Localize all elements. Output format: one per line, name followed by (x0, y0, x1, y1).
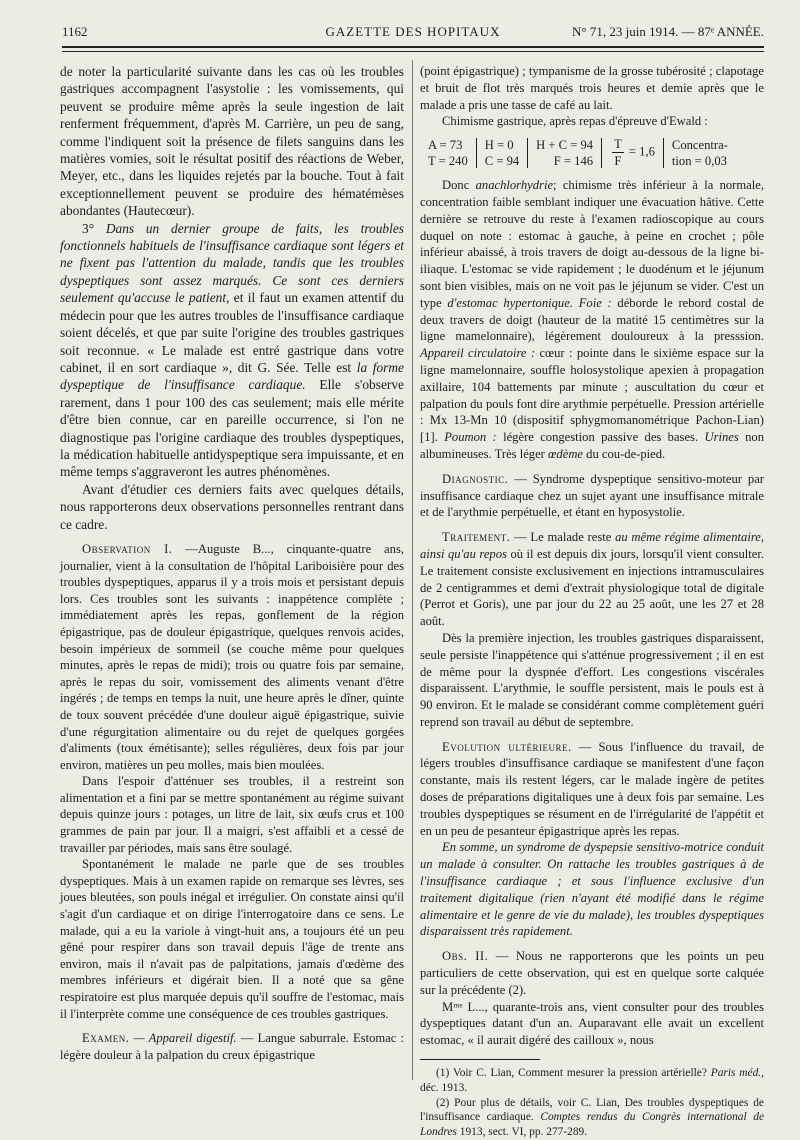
text: légère congestion passive des bases. (503, 430, 699, 445)
text: — Sous l'influence du travail, de légers troubles d'insuffisance cardiaque se manifestent d'une façon constante, mais ils restent légers, car le malade ingère de petites doses de préparations digitaliques une à deux fois par semaine. Les troubles dyspeptiques se résument en de l'irrégularité de l'appétit et en un peu de pesanteur épigastrique après les repas. (420, 739, 764, 838)
column-divider (412, 60, 413, 1080)
chemistry-formula (420, 136, 764, 169)
journal-title: GAZETTE DES HOPITAUX (325, 24, 501, 39)
paragraph: de noter la particularité suivante dans les cas où les troubles gastriques accompagnent l'asystolie : les vomissements, qui peuvent se produire même après la seule ingestion de lait renferment fréquemment, d'après M. Carrière, un peu de sang, comme l'indiquent soit la présence de filets sanguins dans les matières vomies, soit le résultat positif des réactions de Weber, Meyer, etc., dans les liquides rejetés par la bouche. Tout à fait exceptionnellement peuvent se produire des hématémèses abondantes (Hautecœur). (60, 64, 404, 219)
italic-text: — Appareil digestif. (133, 1031, 237, 1046)
text: 1913, sect. VI, pp. 277-289. (459, 1126, 588, 1139)
fraction-denominator: F (614, 154, 622, 169)
exam-paragraph (60, 1030, 404, 1063)
paragraph: Avant d'étudier ces derniers faits avec quelques détails, nous rapporterons deux observations personnelles rentrant dans ce cadre. (60, 481, 404, 532)
formula-value: F = 146 (553, 153, 594, 168)
italic-text: Foie : (578, 295, 612, 310)
formula-block (664, 137, 736, 169)
footnote (420, 1066, 764, 1096)
formula-value: A = 73 (428, 137, 463, 152)
text: Donc (442, 178, 470, 193)
section-heading: Examen. (82, 1031, 130, 1046)
section-heading: Evolution ultérieure. (442, 739, 572, 754)
observation-paragraph (420, 948, 764, 998)
formula-value: H + C = 94 (536, 137, 594, 152)
footnote (420, 1096, 764, 1140)
paragraph: Chimisme gastrique, après repas d'épreuve d'Ewald : (442, 114, 708, 129)
header-rule-thin (62, 51, 764, 52)
text: cœur : pointe dans le sixième espace sur la ligne mamelonnaire, souffle holosystolique apexien à propagation axillaire, 104 battements par minute ; auscultation du cœur et palpation du pouls font dire arythmie perpétuelle. Pression artérielle : Mx 13-Mn 10 (dispositif sphygmomanométrique Pachon-Lian) [1]. (420, 346, 764, 445)
italic-text: Poumon : (444, 430, 497, 445)
observation-paragraph (60, 541, 404, 773)
paragraph (60, 220, 404, 481)
fraction (612, 136, 624, 169)
italic-text: au même régime alimentaire, ainsi qu'au repos (420, 530, 764, 561)
text: où il est depuis dix jours, lorsqu'il vient consulter. Le traitement consiste exclusivement en injections intramusculaires de 2 centigrammes et demi d'extrait physiologique total de digitale (Perrot et Goris), une par jour du 22 au 25 août, une les 27 et 28 août. (420, 546, 764, 629)
formula-block (420, 137, 476, 169)
list-number: 3° (82, 220, 95, 236)
italic-text: Paris méd., (710, 1067, 764, 1080)
section-heading: Observation I. (82, 541, 173, 556)
evolution-paragraph (420, 739, 764, 840)
formula-value: tion = 0,03 (671, 153, 727, 168)
text: ; chimisme très inférieur à la normale, concentration faible semblant indiquer une évacuation hâtive. Cette dernière se retrouve du reste à l'examen radioscopique au cours duquel on note : estomac à gauche, à peine en crochet ; pôle inférieur abaissé, à trois travers de doigt au-dessous de la ligne bi-iliaque. L'estomac se vide rapidement ; le duodénum et le jéjunum sont bien visibles, mais on ne voit pas le jéjunum se vider. C'est un type (420, 178, 765, 310)
fraction-numerator: T (614, 137, 622, 152)
text: — Langue saburrale. Estomac : légère douleur à la palpation du creux épigastrique (60, 1031, 404, 1062)
diagnosis-paragraph (420, 471, 764, 521)
italic-text: anachlorhydrie (475, 178, 554, 193)
footnote-rule (420, 1059, 540, 1060)
text: et il faut un examen attentif du médecin pour que les autres troubles de l'insuffisance cardiaque soient décelés, et que par suite l'origine des troubles gastriques soit reconnue. « Le malade est entré gastrique dans votre cabinet, il en sort cardiaque », dit G. Sée. Telle est (60, 290, 404, 375)
running-header (62, 24, 764, 48)
paragraph: Mᵐᵉ L..., quarante-trois ans, vient consulter pour des troubles dyspeptiques datant d'un an. Auparavant elle avait un excellent estomac, « il aurait digéré des cailloux », nous (420, 999, 764, 1048)
formula-value: Concentra- (671, 137, 728, 152)
paragraph: Dès la première injection, les troubles gastriques disparaissent, seule persiste l'inappétence qui s'atténue progressivement ; il en est de même pour la dyspnée d'effort. Les congestions viscérales disparaissent. L'arythmie, le souffle persistent, mais le pouls est à 90 environ. Et le malade se considérant comme complètement guéri reprend son travail au début de septembre. (420, 630, 764, 729)
italic-text: Appareil circulatoire : (420, 346, 536, 361)
left-column (60, 63, 404, 1063)
formula-block (602, 136, 663, 169)
text: Elle s'observe rarement, dans 1 pour 100 des cas seulement; mais elle mérite d'être bien connue, car en pareille occurrence, si l'on ne diagnostique pas l'origine cardiaque des troubles dyspeptiques, la médication habituelle antidyspeptique sera impuissante, et en même temps s'aggraveront les autres phénomènes. (60, 377, 404, 480)
right-column (420, 63, 764, 1140)
treatment-paragraph (420, 529, 764, 630)
paragraph: Dans l'espoir d'atténuer ses troubles, il a restreint son alimentation et a fini par se mettre spontanément au régime suivant depuis quinze jours : potages, un litre de lait, six œufs crus et 100 grammes de pain par jour. Il a maigri, s'est affaibli et a cessé de travailler par périodes, mais sans être soulagé. (60, 774, 404, 855)
section-heading: Traitement. (442, 530, 511, 545)
italic-text: Urines (704, 430, 739, 445)
text: (2) Pour plus de détails, voir C. Lian, Des troubles dyspeptiques de l'insuffisance cardiaque. (420, 1096, 764, 1124)
text: non albumineuses. Très léger (420, 430, 765, 461)
summary-paragraph: En somme, un syndrome de dyspepsie sensitivo-motrice conduit un malade à consulter. On rattache les troubles gastriques à de l'insuffisance cardiaque ; et sous l'influence exclusive d'un traitement digitalique (rien n'ayant été modifié dans le régime alimentaire et le genre de vie du malade), les troubles dyspeptiques disparaissent très rapidement. (420, 840, 764, 939)
formula-block (528, 137, 601, 169)
text: déborde le rebord costal de deux travers de doigt (hauteur de la matité 15 centimètres sur la ligne mamelonnaire), légèrement douloureux à la presssion. (420, 295, 765, 344)
header-rule-thick (62, 46, 764, 48)
italic-text: d'estomac hypertonique. (447, 295, 573, 310)
page-number: 1162 (62, 24, 88, 39)
italic-text: œdème (548, 446, 584, 461)
formula-value: H = 0 (484, 137, 514, 152)
paragraph (420, 177, 764, 463)
text: du cou-de-pied. (586, 446, 666, 461)
section-heading: Diagnostic. (442, 471, 509, 486)
text: (1) Voir C. Lian, Comment mesurer la pression artérielle? (436, 1067, 707, 1080)
text: — Le malade reste (514, 530, 612, 545)
issue-date: N° 71, 23 juin 1914. — 87ᵉ ANNÉE. (572, 24, 764, 39)
italic-text: Dans un dernier groupe de faits, les troubles fonctionnels habituels de l'insuffisance cardiaque sont légers et ne fixent pas l'attention du malade, tandis que les troubles dyspeptiques sont assez marqués. Ce sont ces derniers seulement qu'accuse le patient, (60, 220, 404, 306)
formula-value: C = 94 (484, 153, 520, 168)
paragraph: (point épigastrique) ; tympanisme de la grosse tubérosité ; clapotage et bruit de flot très marqués trois heures et demie après que le malade a pris une tasse de café au lait. (420, 64, 764, 112)
formula-block (477, 137, 527, 169)
section-heading: Obs. II. (442, 949, 489, 964)
text: — Syndrome dyspeptique sensitivo-moteur par insuffisance cardiaque chez un sujet ayant une insuffisance mitrale et de l'arythmie perpétuelle, et étant en hyposystolie. (420, 471, 764, 520)
text: déc. 1913. (420, 1081, 468, 1094)
paragraph: Spontanément le malade ne parle que de ses troubles dyspeptiques. Mais à un examen rapide on remarque ses lèvres, ses joues bleutées, son pouls inégal et irrégulier. On constate ainsi qu'il s'agit d'un cardiaque et on dirige l'interrogatoire dans ce sens. Le malade, qui a eu la variole à vingt-huit ans, a toujours été un peu gêné pour respirer dans son travail depuis l'âge de trente ans environ, mais il n'avait pas de palpitations, jamais d'œdème des membres inférieurs et digérait bien. Il a noté que sa gêne respiratoire est plus marquée depuis qu'il souffre de l'estomac, mais il l'interprète comme une conséquence de ces troubles gastriques. (60, 857, 404, 1021)
formula-value: = 1,6 (628, 144, 655, 159)
italic-text: la forme dyspeptique de l'insuffisance cardiaque. (60, 359, 404, 393)
text: —Auguste B..., cinquante-quatre ans, journalier, vient à la consultation de l'hôpital Lariboisière pour des troubles dyspeptiques, apparus il y a trois mois et persistant depuis lors. Ces troubles sont les suivants : inappétence complète ; immédiatement après les repas, gonflement de la région épigastrique, pas de douleur épigastrique, quelques renvois acides, besoin impérieux de sommeil (se couche même pour quelques minutes, après le repas de midi); trois ou quatre fois par semaine, après le repas du soir, vomissement des aliments venant d'être ingérés ; de temps en temps la nuit, une heure après le dîner, quinte de toux souvent précédée d'une douleur aiguë épigastrique, suivie d'une régurgitation alimentaire ou du rejet de quelques gorgées d'aliments (toux émétisante); selles régulières, deux fois par jour environ, matières un peu molles, mais bien moulées. (60, 541, 404, 772)
formula-value: T = 240 (428, 153, 468, 168)
text: — Nous ne rapporterons que les points un peu particuliers de cette observation, qui est en quelque sorte calquée sur la précédente (2). (420, 949, 764, 997)
italic-text: Comptes rendus du Congrès international de Londres (420, 1111, 764, 1139)
